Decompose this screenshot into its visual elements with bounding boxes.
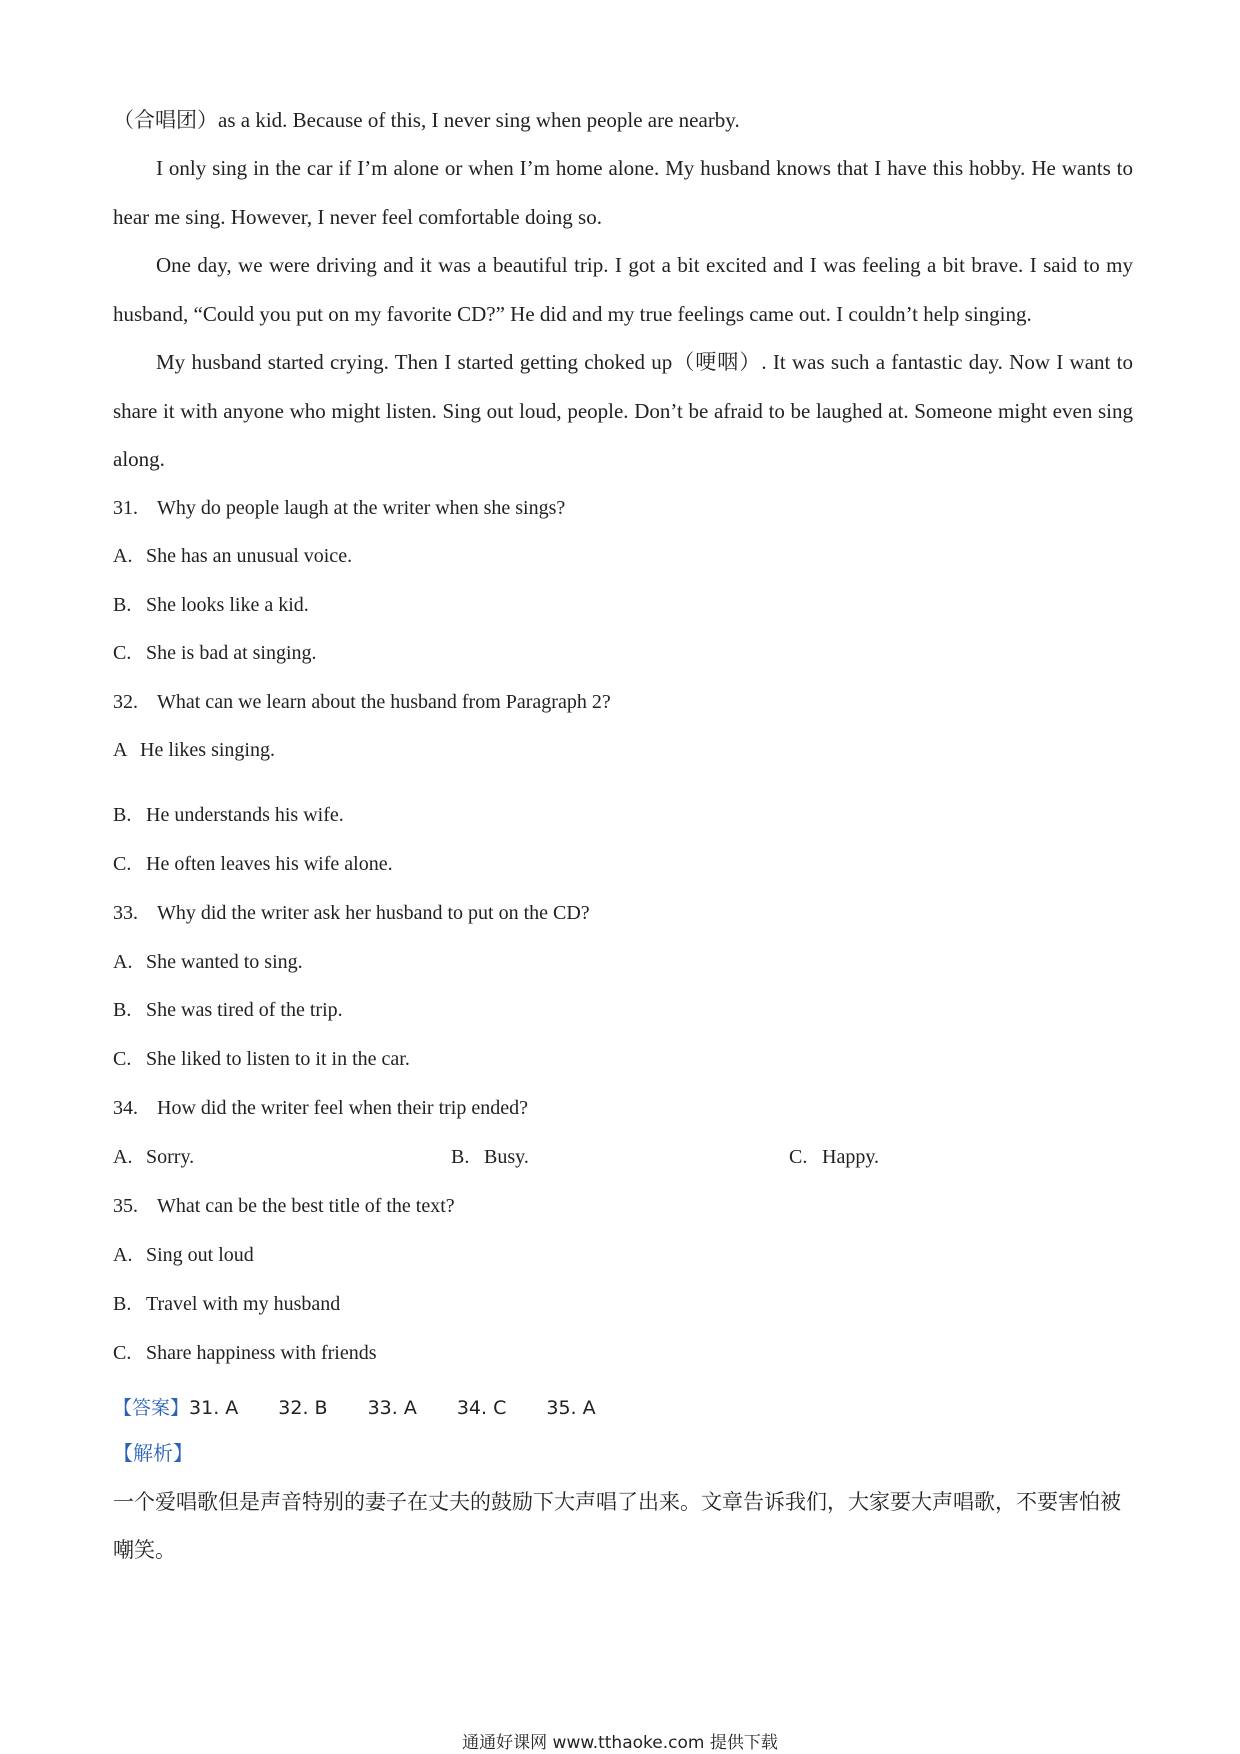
option-text: Share happiness with friends xyxy=(146,1342,377,1364)
option-31-c xyxy=(113,643,317,663)
answer-tag: 【答案】 xyxy=(113,1397,190,1419)
option-letter: B. xyxy=(113,1293,132,1315)
option-text: She wanted to sing. xyxy=(146,951,303,973)
option-letter: C. xyxy=(113,853,132,875)
option-33-a xyxy=(113,952,303,972)
option-33-c xyxy=(113,1049,410,1069)
option-32-b xyxy=(113,805,344,825)
question-number: 32. xyxy=(113,691,138,713)
question-text: What can be the best title of the text? xyxy=(157,1195,455,1217)
option-letter: A. xyxy=(113,951,133,973)
answer-item: 31. A xyxy=(189,1397,239,1419)
option-35-a xyxy=(113,1245,254,1265)
option-35-c xyxy=(113,1343,377,1363)
question-text: What can we learn about the husband from Paragraph 2? xyxy=(157,691,611,713)
option-35-b xyxy=(113,1294,340,1314)
question-number: 33. xyxy=(113,902,138,924)
question-text: How did the writer feel when their trip ended? xyxy=(157,1097,528,1119)
option-text: Sing out loud xyxy=(146,1244,254,1266)
option-text: He understands his wife. xyxy=(146,804,344,826)
option-letter: A. xyxy=(113,1244,133,1266)
question-34 xyxy=(113,1098,528,1118)
option-34-c xyxy=(789,1147,879,1167)
passage-paragraph-2: One day, we were driving and it was a beautiful trip. I got a bit excited and I was feeling a bit brave. I said to my husband, “Could you put on my favorite CD?” He did and my true feelings came out. I couldn’t help singing. xyxy=(113,253,1133,326)
option-letter: C. xyxy=(789,1146,808,1168)
option-32-c xyxy=(113,854,393,874)
option-text: She was tired of the trip. xyxy=(146,999,343,1021)
option-32-a xyxy=(113,740,275,760)
option-letter: C. xyxy=(113,1342,132,1364)
option-letter: A. xyxy=(113,1146,133,1168)
option-34-a xyxy=(113,1147,194,1167)
question-35 xyxy=(113,1196,455,1216)
page-footer: 通通好课网 www.tthaoke.com 提供下载 xyxy=(462,1733,778,1753)
question-number: 31. xyxy=(113,497,138,519)
option-34-b xyxy=(451,1147,529,1167)
option-text: She is bad at singing. xyxy=(146,642,317,664)
option-text: Busy. xyxy=(484,1146,529,1168)
analysis-text: 一个爱唱歌但是声音特别的妻子在丈夫的鼓励下大声唱了出来。文章告诉我们，大家要大声唱歌，不要害怕被嘲笑。 xyxy=(113,1490,1121,1562)
option-31-a xyxy=(113,546,352,566)
option-letter: C. xyxy=(113,642,132,664)
option-text: Sorry. xyxy=(146,1146,195,1168)
option-text: Travel with my husband xyxy=(146,1293,341,1315)
option-letter: B. xyxy=(113,804,132,826)
question-31 xyxy=(113,498,565,518)
option-text: She liked to listen to it in the car. xyxy=(146,1048,410,1070)
passage-paragraph-1: I only sing in the car if I’m alone or when I’m home alone. My husband knows that I have this hobby. He wants to hear me sing. However, I never feel comfortable doing so. xyxy=(113,156,1133,229)
option-letter: B. xyxy=(451,1146,470,1168)
option-text: She has an unusual voice. xyxy=(146,545,353,567)
option-text: Happy. xyxy=(822,1146,880,1168)
option-text: He often leaves his wife alone. xyxy=(146,853,393,875)
option-33-b xyxy=(113,1000,343,1020)
answer-item: 34. C xyxy=(456,1397,507,1419)
option-31-b xyxy=(113,595,309,615)
question-number: 34. xyxy=(113,1097,138,1119)
option-letter: A xyxy=(113,739,128,761)
answer-item: 35. A xyxy=(546,1397,596,1419)
option-letter: C. xyxy=(113,1048,132,1070)
answer-item: 32. B xyxy=(278,1397,328,1419)
answer-item: 33. A xyxy=(367,1397,417,1419)
analysis-tag: 【解析】 xyxy=(113,1441,193,1465)
question-number: 35. xyxy=(113,1195,138,1217)
passage-line: （合唱团）as a kid. Because of this, I never sing when people are nearby. xyxy=(113,108,740,132)
option-letter: A. xyxy=(113,545,133,567)
question-text: Why do people laugh at the writer when she sings? xyxy=(157,497,566,519)
question-32 xyxy=(113,692,611,712)
passage-paragraph-3: My husband started crying. Then I started getting choked up（哽咽）. It was such a fantastic day. Now I want to share it with anyone who might listen. Sing out loud, people. Don’t be afraid to be laughed at. Someone might even sing along. xyxy=(113,350,1133,471)
option-text: She looks like a kid. xyxy=(146,594,309,616)
option-text: He likes singing. xyxy=(140,739,275,761)
option-letter: B. xyxy=(113,594,132,616)
option-letter: B. xyxy=(113,999,132,1021)
question-33 xyxy=(113,903,590,923)
question-text: Why did the writer ask her husband to put on the CD? xyxy=(157,902,590,924)
answer-key xyxy=(113,1393,636,1420)
